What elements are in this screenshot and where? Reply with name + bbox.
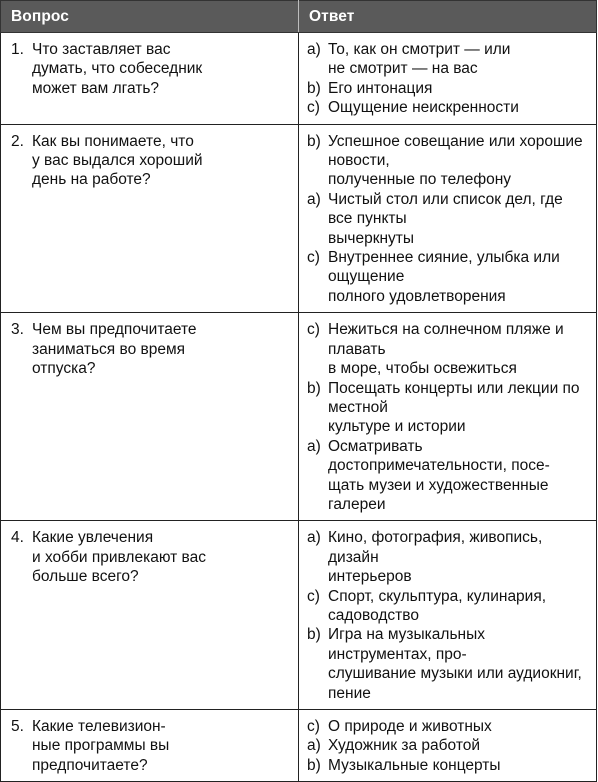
header-question: Вопрос — [1, 1, 299, 33]
table-row — [1, 33, 597, 125]
header-answer: Ответ — [299, 1, 597, 33]
option-text: Спорт, скульптура, кулинария, садоводство — [328, 587, 547, 624]
option-text: Музыкальные концерты — [328, 756, 501, 774]
option-text: Игра на музыкальных инструментах, про- слушивание музыки или аудиокниг, пение — [328, 626, 582, 702]
answer-option — [305, 320, 590, 378]
option-text: О природе и животных — [328, 718, 492, 735]
answer-option — [305, 756, 590, 775]
option-letter: c) — [307, 99, 320, 117]
question-number: 1. — [11, 41, 24, 58]
answer-option — [305, 587, 590, 626]
answer-option — [305, 736, 590, 755]
answer-cell — [299, 33, 597, 125]
table-row — [1, 521, 597, 710]
answer-option — [305, 190, 590, 248]
question-cell — [1, 521, 299, 710]
question-cell — [1, 124, 299, 313]
question-text: Что заставляет вас думать, что собеседник может вам лгать? — [32, 41, 203, 97]
option-text: Его интонация — [328, 79, 433, 97]
option-text: Художник за работой — [328, 737, 481, 755]
question-number: 2. — [11, 132, 24, 150]
option-letter: b) — [307, 79, 321, 97]
option-text: Осматривать достопримечательности, посе- щать музеи и художественные галереи — [328, 437, 550, 513]
question-text: Как вы понимаете, что у вас выдался хороший день на работе? — [32, 132, 203, 189]
option-text: Посещать концерты или лекции по местной культуре и истории — [328, 379, 580, 436]
option-letter: a) — [307, 41, 321, 58]
table-row — [1, 313, 597, 521]
answer-option — [305, 717, 590, 736]
answer-option — [305, 437, 590, 515]
option-letter: a) — [307, 190, 321, 208]
answer-option — [305, 379, 590, 437]
answer-option — [305, 625, 590, 703]
option-text: Нежиться на солнечном пляже и плавать в море, чтобы освежиться — [328, 321, 564, 378]
question-text: Какие увлечения и хобби привлекают вас больше всего? — [32, 529, 206, 586]
option-letter: b) — [307, 132, 321, 150]
answer-cell — [299, 124, 597, 313]
option-letter: b) — [307, 626, 321, 644]
option-letter: c) — [307, 321, 320, 339]
question-cell — [1, 313, 299, 521]
option-text: Кино, фотография, живопись, дизайн интерьеров — [328, 529, 543, 586]
question-cell — [1, 33, 299, 125]
option-text: Внутреннее сияние, улыбка или ощущение полного удовлетворения — [328, 249, 560, 305]
question-number: 4. — [11, 529, 24, 547]
answer-option — [305, 132, 590, 190]
question-text: Чем вы предпочитаете заниматься во время отпуска? — [32, 321, 197, 378]
answer-option — [305, 528, 590, 586]
option-letter: c) — [307, 718, 320, 735]
answer-option — [305, 40, 590, 79]
answer-option — [305, 248, 590, 306]
option-letter: a) — [307, 737, 321, 755]
option-text: Ощущение неискренности — [328, 99, 519, 117]
question-cell — [1, 710, 299, 782]
option-letter: c) — [307, 587, 320, 605]
question-text: Какие телевизион- ные программы вы предпочитаете? — [32, 718, 170, 774]
option-letter: c) — [307, 249, 320, 267]
answer-cell — [299, 710, 597, 782]
table-row — [1, 124, 597, 313]
question-number: 5. — [11, 718, 24, 735]
option-letter: a) — [307, 529, 321, 547]
option-text: То, как он смотрит — или не смотрит — на вас — [328, 41, 511, 78]
option-letter: b) — [307, 379, 321, 397]
header-row — [1, 1, 597, 33]
answer-option — [305, 98, 590, 117]
table-row — [1, 710, 597, 782]
answer-cell — [299, 521, 597, 710]
question-number: 3. — [11, 321, 24, 339]
option-letter: a) — [307, 437, 321, 455]
option-text: Успешное совещание или хорошие новости, полученные по телефону — [328, 132, 583, 189]
answer-option — [305, 79, 590, 98]
option-letter: b) — [307, 756, 321, 774]
answer-cell — [299, 313, 597, 521]
option-text: Чистый стол или список дел, где все пункты вычеркнуты — [328, 190, 563, 247]
